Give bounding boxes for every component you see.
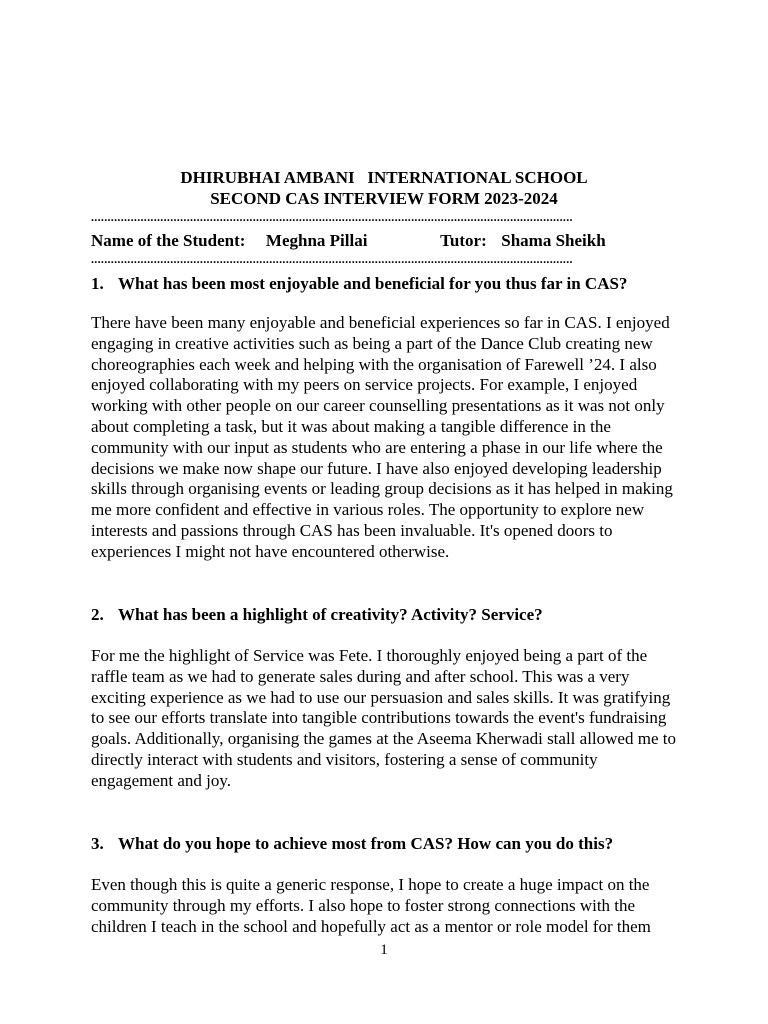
dotted-separator-top: .................................................................................................................................................. (91, 211, 573, 223)
document-header (0, 167, 768, 209)
question-number: 1. (91, 274, 104, 293)
answer-2: For me the highlight of Service was Fete. I thoroughly enjoyed being a part of the raffle team as we had to generate sales during and after school. This was a very exciting experience as we had to use our persuasion and sales skills. It was gratifying to see our efforts translate into tangible contributions towards the event's fundraising goals. Additionally, organising the games at the Aseema Kherwadi stall allowed me to directly interact with students and visitors, fostering a sense of community engagement and joy. (91, 646, 676, 790)
question-3 (91, 833, 677, 854)
question-text: What do you hope to achieve most from CAS? How can you do this? (118, 834, 614, 853)
question-2 (91, 604, 677, 625)
question-number: 2. (91, 605, 104, 624)
question-text: What has been most enjoyable and beneficial for you thus far in CAS? (118, 274, 628, 293)
student-name-label: Name of the Student: (91, 231, 246, 250)
question-1 (91, 273, 677, 294)
dotted-separator-bottom: .................................................................................................................................................. (91, 253, 573, 265)
student-info-line (91, 230, 677, 251)
page-number: 1 (380, 942, 388, 958)
question-number: 3. (91, 834, 104, 853)
answer-3: Even though this is quite a generic response, I hope to create a huge impact on the community through my efforts. I also hope to foster strong connections with the children I teach in the school and hopefully act as a mentor or role model for them (91, 875, 651, 936)
question-text: What has been a highlight of creativity? Activity? Service? (118, 605, 543, 624)
form-title: SECOND CAS INTERVIEW FORM 2023-2024 (210, 189, 558, 208)
tutor-value: Shama Sheikh (501, 231, 606, 250)
answer-1: There have been many enjoyable and beneficial experiences so far in CAS. I enjoyed engaging in creative activities such as being a part of the Dance Club creating new choreographies each week and helping with the organisation of Farewell ’24. I also enjoyed collaborating with my peers on service projects. For example, I enjoyed working with other people on our career counselling presentations as it was not only about completing a task, but it was about making a tangible difference in the community with our input as students who are entering a phase in our life where the decisions we make now shape our future. I have also enjoyed developing leadership skills through organising events or leading group decisions as it has helped in making me more confident and effective in various roles. The opportunity to explore new interests and passions through CAS has been invaluable. It's opened doors to experiences I might not have encountered otherwise. (91, 313, 673, 561)
tutor-label: Tutor: (440, 231, 487, 250)
school-name: DHIRUBHAI AMBANI INTERNATIONAL SCHOOL (180, 168, 588, 187)
student-name-value: Meghna Pillai (265, 231, 368, 250)
